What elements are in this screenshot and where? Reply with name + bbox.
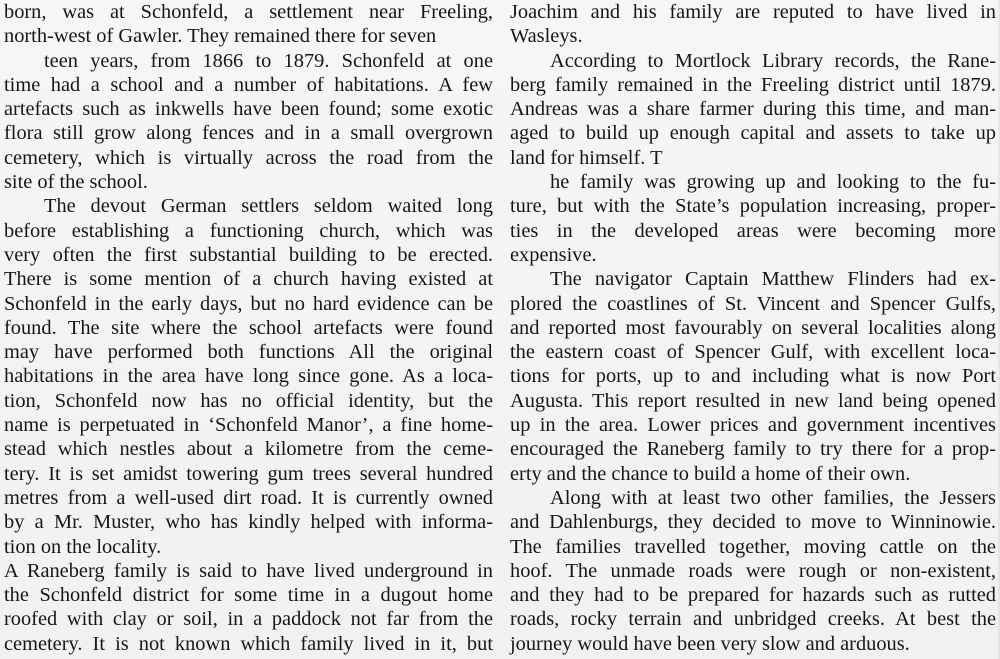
text-line: expensive. — [510, 243, 597, 266]
text-line: Wasleys. — [510, 25, 583, 48]
text-line: roofed with clay or soil, in a paddock not far from the — [4, 608, 493, 631]
text-line: There is some mention of a church having existed at — [4, 268, 493, 291]
text-line: hoof. The unmade roads were rough or non-existent, — [510, 559, 996, 582]
text-line: aged to build up enough capital and assets to take up — [510, 122, 996, 145]
text-line: The devout German settlers seldom waited long — [44, 195, 493, 218]
text-line: tion on the locality. — [4, 535, 162, 558]
text-line: The families travelled together, moving cattle on the — [510, 535, 996, 558]
text-line: found. The site where the school artefacts were found — [4, 316, 493, 339]
text-line: The navigator Captain Matthew Flinders had ex- — [550, 268, 996, 291]
text-line: flora still grow along fences and in a small overgrown — [4, 122, 493, 145]
text-line: Schonfeld in the early days, but no hard evidence can be — [4, 292, 493, 315]
text-line: time had a school and a number of habitations. A few — [4, 73, 493, 96]
text-line: he family was growing up and looking to the fu- — [550, 171, 996, 194]
text-line: tion, Schonfeld now has no official identity, but the — [4, 389, 493, 412]
text-line: berg family remained in the Freeling district until 1879. — [510, 73, 996, 96]
text-line: and Dahlenburgs, they decided to move to Winninowie. — [510, 511, 996, 534]
text-line: very often the first substantial building to be erected. — [4, 243, 493, 266]
text-line: stead which nestles about a kilometre from the ceme- — [4, 438, 493, 461]
text-line: name is perpetuated in ‘Schonfeld Manor’, a fine home- — [4, 414, 493, 437]
right-text-column — [510, 0, 996, 656]
text-line: ties in the developed areas were becoming more — [510, 219, 996, 242]
text-line: metres from a well-used dirt road. It is currently owned — [4, 486, 493, 509]
text-line: A Raneberg family is said to have lived underground in — [4, 559, 493, 582]
text-line: Along with at least two other families, the Jessers — [550, 486, 996, 509]
text-line: Joachim and his family are reputed to have lived in — [510, 1, 996, 23]
text-line: cemetery. It is not known which family lived in it, but — [4, 632, 493, 655]
text-line: and reported most favourably on several localities along — [510, 316, 996, 339]
text-line: up in the area. Lower prices and government incentives — [510, 414, 996, 437]
text-line: artefacts such as inkwells have been found; some exotic — [4, 98, 493, 121]
text-line: north-west of Gawler. They remained there for seven — [4, 25, 437, 48]
text-line: land for himself. T — [510, 146, 663, 169]
text-line: Andreas was a share farmer during this time, and man- — [510, 98, 996, 121]
text-line: tions for ports, up to and including what is now Port — [510, 365, 996, 388]
text-line: plored the coastlines of St. Vincent and Spencer Gulfs, — [510, 292, 996, 315]
text-line: habitations in the area have long since gone. As a loca- — [4, 365, 493, 388]
text-line: ture, but with the State’s population increasing, proper- — [510, 195, 996, 218]
left-text-column — [4, 0, 493, 656]
text-line: According to Mortlock Library records, the Rane- — [550, 49, 996, 72]
text-line: the Schonfeld district for some time in a dugout home — [4, 584, 493, 607]
text-line: may have performed both functions All the original — [4, 341, 493, 364]
text-line: tery. It is set amidst towering gum trees several hundred — [4, 462, 493, 485]
text-line: the eastern coast of Spencer Gulf, with excellent loca- — [510, 341, 996, 364]
text-line: teen years, from 1866 to 1879. Schonfeld at one — [44, 49, 493, 72]
text-line: and they had to be prepared for hazards such as rutted — [510, 584, 996, 607]
text-line: cemetery, which is virtually across the road from the — [4, 146, 493, 169]
text-line: by a Mr. Muster, who has kindly helped with informa- — [4, 511, 493, 534]
text-line: Augusta. This report resulted in new land being opened — [510, 389, 996, 412]
text-line: erty and the chance to build a home of their own. — [510, 462, 911, 485]
text-line: roads, rocky terrain and unbridged creeks. At best the — [510, 608, 996, 631]
text-line: before establishing a functioning church, which was — [4, 219, 493, 242]
text-line: journey would have been very slow and arduous. — [510, 632, 910, 655]
text-line: encouraged the Raneberg family to try there for a prop- — [510, 438, 996, 461]
text-line: born, was at Schonfeld, a settlement near Freeling, — [4, 1, 493, 23]
text-line: site of the school. — [4, 171, 148, 194]
